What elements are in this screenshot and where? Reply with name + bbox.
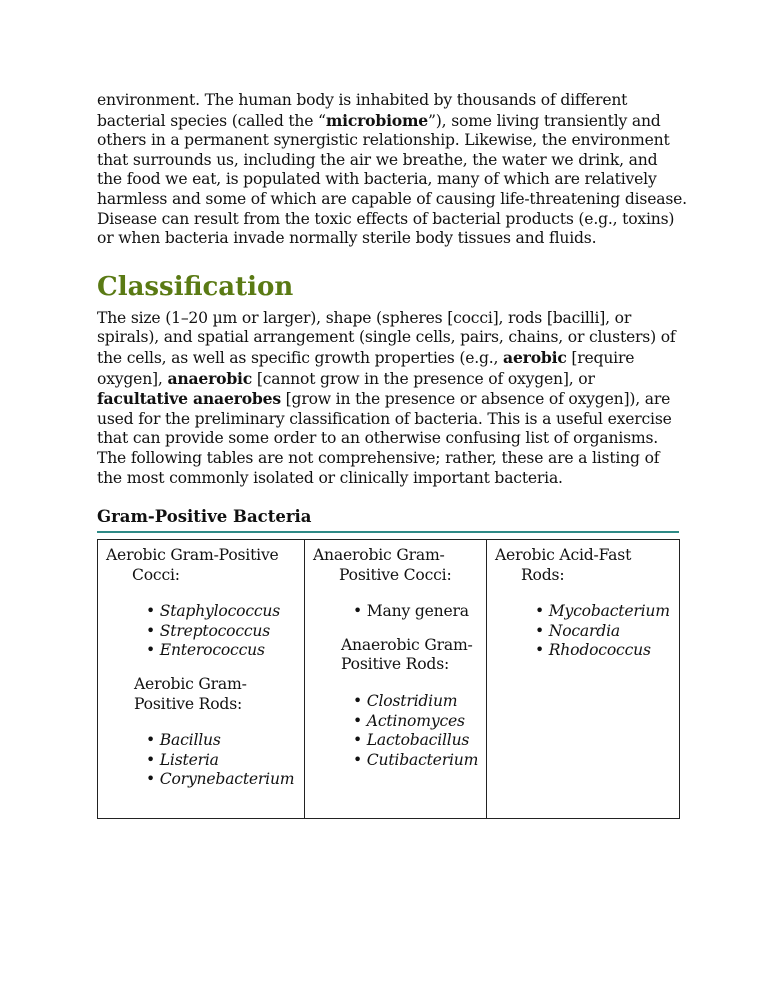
- category-label: Anaerobic Gram-Positive Cocci:: [313, 546, 452, 584]
- list-item: • Bacillus: [146, 731, 296, 751]
- list-item: • Cutibacterium: [353, 751, 478, 771]
- list-item: • Enterococcus: [146, 641, 296, 661]
- genus-list: [106, 602, 296, 661]
- category-label: Aerobic Gram-Positive Rods:: [134, 675, 247, 713]
- genus-list: [313, 692, 478, 770]
- table-cell-acid-fast: [487, 540, 680, 819]
- intro-paragraph: [97, 91, 687, 249]
- list-item: • Lactobacillus: [353, 731, 478, 751]
- classification-text-1: The size (1–20 µm or larger), shape (spheres [cocci], rods [bacilli], or spirals), and spatial arrangement (single cells, pairs, chains, or clusters) of the cells, as well as specific growth properties (e.g.,: [97, 308, 676, 367]
- list-item: • Nocardia: [535, 622, 671, 642]
- intro-text: environment. The human body is inhabited by thousands of different bacterial species (called the “: [97, 91, 628, 130]
- intro-text-after: ”), some living transiently and others in a permanent synergistic relationship. Likewise, the environment that surrounds us, including the air we breathe, the water we drink, and the food we eat, is populated with bacteria, many of which are relatively harmless and some of which are capable of causing life-threatening disease. Disease can result from the toxic effects of bacterial products (e.g., toxins) or when bacteria invade normally sterile body tissues and fluids.: [97, 111, 687, 248]
- gram-positive-table: [97, 539, 680, 819]
- term-microbiome: microbiome: [325, 110, 429, 130]
- table-cell-anaerobic: [305, 540, 487, 819]
- classification-paragraph: [97, 309, 687, 488]
- classification-text-4: [grow in the presence or absence of oxygen]), are used for the preliminary classification of bacteria. This is a useful exercise that can provide some order to an otherwise confusing list of organisms. The following tables are not comprehensive; rather, these are a listing of the most commonly isolated or clinically important bacteria.: [97, 390, 672, 487]
- list-item: • Streptococcus: [146, 622, 296, 642]
- classification-text-3: [cannot grow in the presence of oxygen], or: [252, 369, 595, 388]
- genus-list: [106, 731, 296, 790]
- list-item: • Corynebacterium: [146, 770, 296, 790]
- list-item: • Mycobacterium: [535, 602, 671, 622]
- title-divider: [97, 531, 679, 533]
- category-label: Aerobic Acid-Fast Rods:: [495, 546, 632, 584]
- genus-list: [313, 602, 478, 622]
- list-item: • Clostridium: [353, 692, 478, 712]
- classification-text-2: [require oxygen],: [97, 348, 635, 388]
- list-item: • Listeria: [146, 751, 296, 771]
- table-row: [98, 540, 680, 819]
- list-item: • Rhodococcus: [535, 641, 671, 661]
- term-anaerobic: anaerobic: [167, 368, 253, 388]
- list-item: • Many genera: [353, 602, 478, 622]
- document-page: [97, 91, 687, 819]
- term-facultative-anaerobes: facultative anaerobes: [97, 389, 281, 409]
- section-heading-classification: Classification: [97, 271, 294, 302]
- list-item: • Actinomyces: [353, 712, 478, 732]
- category-label: Anaerobic Gram-Positive Rods:: [341, 635, 473, 674]
- list-item: • Staphylococcus: [146, 602, 296, 622]
- table-cell-aerobic: [98, 540, 305, 819]
- table-title: Gram-Positive Bacteria: [97, 507, 312, 527]
- category-label: Aerobic Gram-Positive Cocci:: [106, 546, 279, 584]
- term-aerobic: aerobic: [503, 347, 567, 367]
- genus-list: [495, 602, 671, 661]
